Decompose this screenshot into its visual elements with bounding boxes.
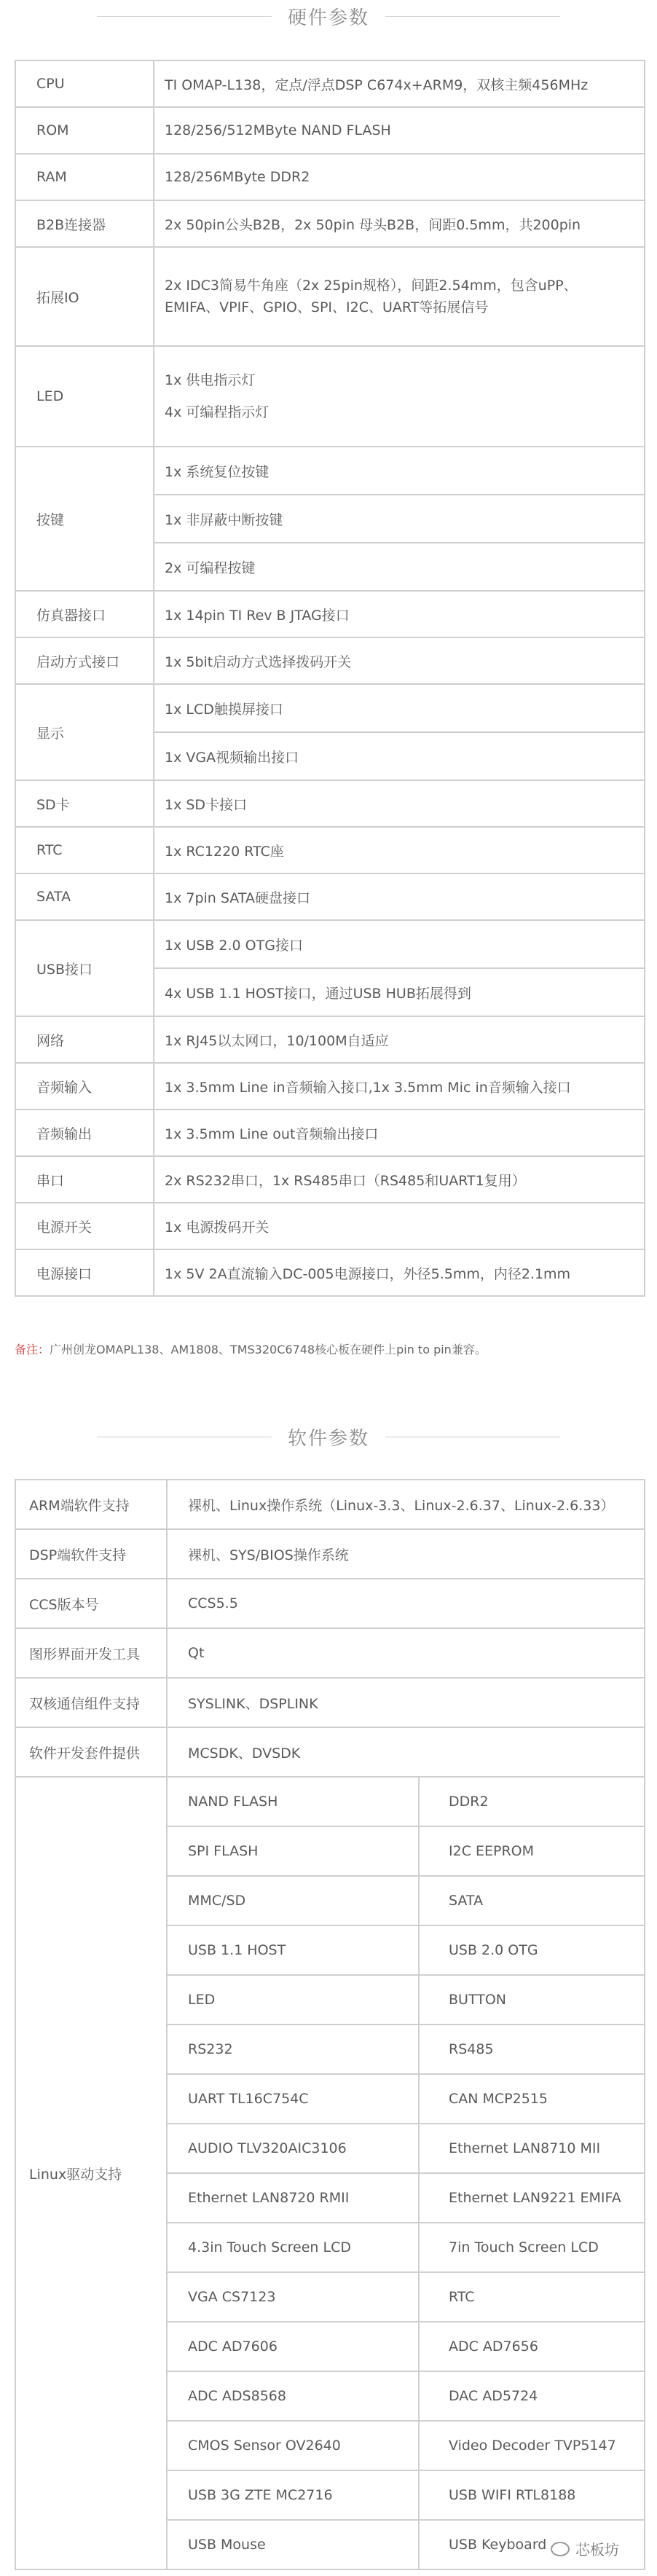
spec-value: 2x 可编程按键 <box>165 559 256 576</box>
spec-value: 4x USB 1.1 HOST接口，通过USB HUB拓展得到 <box>165 985 471 1002</box>
driver-item: VGA CS7123 <box>167 2272 419 2322</box>
table-row <box>15 1678 645 1727</box>
table-row <box>15 1063 645 1110</box>
watermark <box>551 2538 619 2559</box>
table-row <box>15 1579 645 1628</box>
software-section-title <box>0 1421 657 1453</box>
spec-value: 1x SD卡接口 <box>154 780 645 827</box>
spec-value: 1x 电源拨码开关 <box>154 1203 645 1249</box>
table-row <box>15 1529 645 1579</box>
driver-item: SATA <box>419 1876 645 1925</box>
software-spec-table <box>15 1479 645 2570</box>
spec-value: 2x IDC3简易牛角座（2x 25pin规格），间距2.54mm，包含uPP、EMIFA、VPIF、GPIO、SPI、I2C、UART等拓展信号 <box>154 247 645 346</box>
table-row <box>15 247 645 346</box>
driver-item: USB Keyboard <box>419 2520 645 2569</box>
driver-item: RS232 <box>167 2025 419 2074</box>
spec-key: RTC <box>15 827 154 873</box>
spec-key: SD卡 <box>15 780 154 827</box>
spec-key: DSP端软件支持 <box>15 1529 167 1579</box>
driver-item: RS485 <box>419 2025 645 2074</box>
driver-item: 7in Touch Screen LCD <box>419 2223 645 2272</box>
spec-value: TI OMAP-L138，定点/浮点DSP C674x+ARM9，双核主频456MHz <box>154 60 645 107</box>
driver-item: RTC <box>419 2272 645 2322</box>
driver-item: ADC AD7656 <box>419 2322 645 2371</box>
table-row <box>15 1480 645 1529</box>
driver-item: USB Mouse <box>167 2520 419 2569</box>
table-row <box>15 1156 645 1203</box>
driver-item: ADC AD7606 <box>167 2322 419 2371</box>
title-divider-left <box>97 16 272 17</box>
spec-value: 1x RJ45以太网口，10/100M自适应 <box>154 1016 645 1063</box>
spec-value: 128/256MByte DDR2 <box>154 154 645 200</box>
spec-key: 串口 <box>15 1156 154 1203</box>
driver-item: I2C EEPROM <box>419 1826 645 1876</box>
spec-value: 裸机、Linux操作系统（Linux-3.3、Linux-2.6.37、Linux-2.6.33） <box>167 1480 645 1529</box>
hardware-spec-table <box>15 60 645 1297</box>
spec-key: 仿真器接口 <box>15 591 154 637</box>
spec-key: ROM <box>15 107 154 154</box>
watermark-text: 芯板坊 <box>575 2541 619 2559</box>
driver-item: CMOS Sensor OV2640 <box>167 2421 419 2470</box>
table-row <box>15 637 645 684</box>
spec-value: 裸机、SYS/BIOS操作系统 <box>167 1529 645 1579</box>
table-row <box>15 200 645 247</box>
spec-value: 1x 供电指示灯 <box>165 372 256 388</box>
spec-value: 1x 3.5mm Line in音频输入接口,1x 3.5mm Mic in音频输入接口 <box>154 1063 645 1110</box>
note-text: 广州创龙OMAPL138、AM1808、TMS320C6748核心板在硬件上pin to pin兼容。 <box>50 1343 487 1356</box>
table-row <box>15 873 645 920</box>
table-row <box>15 1628 645 1678</box>
spec-key: 网络 <box>15 1016 154 1063</box>
spec-value: 128/256/512MByte NAND FLASH <box>154 107 645 154</box>
spec-value: 1x LCD触摸屏接口 <box>154 685 644 733</box>
spec-key: 图形界面开发工具 <box>15 1628 167 1678</box>
spec-key: 软件开发套件提供 <box>15 1727 167 1777</box>
driver-item: Video Decoder TVP5147 <box>419 2421 645 2470</box>
driver-item: USB WIFI RTL8188 <box>419 2470 645 2520</box>
spec-value: Qt <box>167 1628 645 1678</box>
driver-item: DDR2 <box>419 1777 645 1826</box>
table-row <box>15 1249 645 1296</box>
spec-key: RAM <box>15 154 154 200</box>
driver-item: MMC/SD <box>167 1876 419 1925</box>
spec-value: 1x RC1220 RTC座 <box>154 827 645 873</box>
driver-item: USB 1.1 HOST <box>167 1925 419 1975</box>
spec-key: 电源接口 <box>15 1249 154 1296</box>
driver-item: USB 2.0 OTG <box>419 1925 645 1975</box>
spec-value: 1x 非屏蔽中断按键 <box>154 495 644 543</box>
driver-item: LED <box>167 1975 419 2025</box>
spec-key: 双核通信组件支持 <box>15 1678 167 1727</box>
driver-item: NAND FLASH <box>167 1777 419 1826</box>
spec-value-group <box>154 346 645 447</box>
table-row <box>15 827 645 873</box>
spec-key: CCS版本号 <box>15 1579 167 1628</box>
table-row <box>15 1727 645 1777</box>
spec-value: 1x USB 2.0 OTG接口 <box>154 921 644 969</box>
driver-item: Ethernet LAN9221 EMIFA <box>419 2173 645 2223</box>
spec-key: 显示 <box>15 684 154 780</box>
driver-item: CAN MCP2515 <box>419 2074 645 2124</box>
table-row <box>15 1016 645 1063</box>
spec-key: LED <box>15 346 154 447</box>
driver-item: Ethernet LAN8720 RMII <box>167 2173 419 2223</box>
spec-key: 拓展IO <box>15 247 154 346</box>
spec-value: CCS5.5 <box>167 1579 645 1628</box>
table-row <box>15 154 645 200</box>
wechat-icon <box>551 2542 570 2556</box>
spec-key: 按键 <box>15 447 154 591</box>
table-row <box>15 60 645 107</box>
table-row <box>15 1777 645 1826</box>
spec-value: SYSLINK、DSPLINK <box>167 1678 645 1727</box>
software-title: 软件参数 <box>287 1427 369 1450</box>
spec-key: 音频输入 <box>15 1063 154 1110</box>
spec-value: 2x 50pin公头B2B，2x 50pin 母头B2B，间距0.5mm，共200pin <box>154 200 645 247</box>
spec-key: 电源开关 <box>15 1203 154 1249</box>
driver-item: UART TL16C754C <box>167 2074 419 2124</box>
driver-item: Ethernet LAN8710 MII <box>419 2124 645 2173</box>
spec-key: ARM端软件支持 <box>15 1480 167 1529</box>
spec-value: 1x 系统复位按键 <box>154 447 644 495</box>
spec-key: USB接口 <box>15 920 154 1016</box>
spec-value: 1x 5V 2A直流输入DC-005电源接口，外径5.5mm，内径2.1mm <box>154 1249 645 1296</box>
spec-value: 1x 3.5mm Line out音频输出接口 <box>154 1110 645 1156</box>
hardware-section-title <box>0 0 657 32</box>
driver-item: 4.3in Touch Screen LCD <box>167 2223 419 2272</box>
driver-item: ADC ADS8568 <box>167 2371 419 2421</box>
spec-value: 1x 5bit启动方式选择拨码开关 <box>154 637 645 684</box>
spec-key: Linux驱动支持 <box>15 1777 167 2569</box>
spec-value: MCSDK、DVSDK <box>167 1727 645 1777</box>
spec-value: 1x VGA视频输出接口 <box>165 749 299 766</box>
driver-item: AUDIO TLV320AIC3106 <box>167 2124 419 2173</box>
hardware-note <box>15 1340 487 1357</box>
table-row <box>15 780 645 827</box>
driver-item: USB 3G ZTE MC2716 <box>167 2470 419 2520</box>
spec-value: 2x RS232串口，1x RS485串口（RS485和UART1复用） <box>154 1156 645 1203</box>
spec-key: 音频输出 <box>15 1110 154 1156</box>
table-row <box>15 107 645 154</box>
spec-value: 1x 7pin SATA硬盘接口 <box>154 873 645 920</box>
spec-value: 1x 14pin TI Rev B JTAG接口 <box>154 591 645 637</box>
note-label: 备注： <box>15 1343 50 1356</box>
spec-value-group <box>154 684 645 780</box>
table-row <box>15 684 645 780</box>
spec-key: CPU <box>15 60 154 107</box>
table-row <box>15 1110 645 1156</box>
spec-key: SATA <box>15 873 154 920</box>
spec-key: B2B连接器 <box>15 200 154 247</box>
spec-value: 4x 可编程指示灯 <box>165 404 270 420</box>
driver-item: BUTTON <box>419 1975 645 2025</box>
hardware-title: 硬件参数 <box>287 7 369 29</box>
spec-value-group <box>154 920 645 1016</box>
spec-key: 启动方式接口 <box>15 637 154 684</box>
table-row <box>15 920 645 1016</box>
table-row <box>15 591 645 637</box>
driver-item: SPI FLASH <box>167 1826 419 1876</box>
driver-item: DAC AD5724 <box>419 2371 645 2421</box>
spec-value-group <box>154 447 645 591</box>
table-row <box>15 346 645 447</box>
table-row <box>15 1203 645 1249</box>
table-row <box>15 447 645 591</box>
title-divider-right <box>385 16 560 17</box>
